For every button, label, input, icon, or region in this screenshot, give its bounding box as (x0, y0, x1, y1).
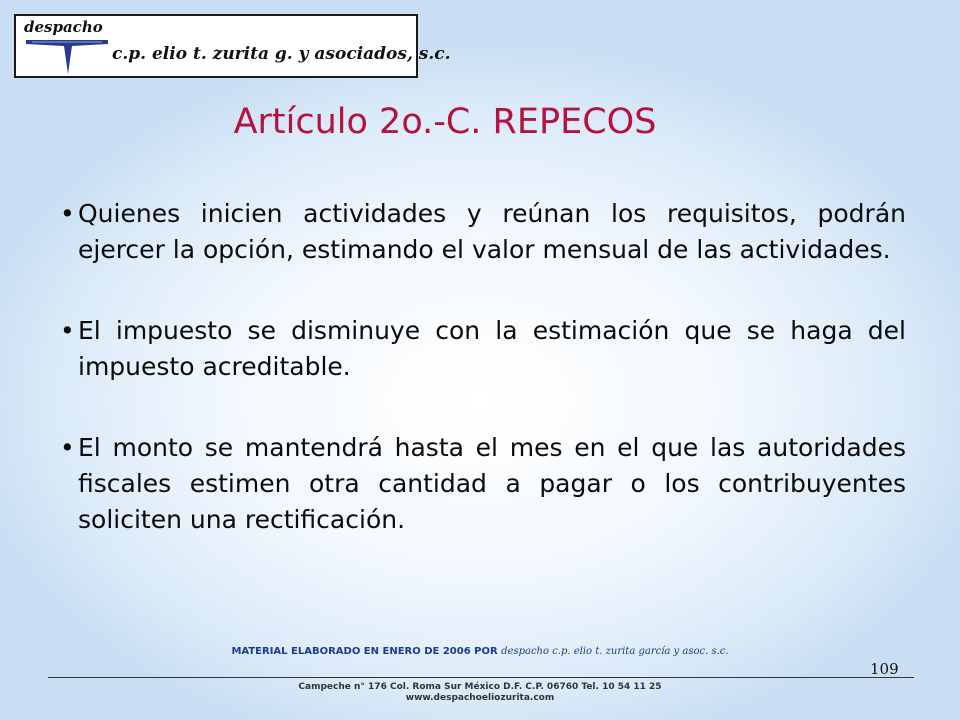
bullet-item (58, 313, 906, 385)
bullet-text: Quienes inicien actividades y reúnan los requisitos, podrán ejercer la opción, estimando el valor mensual de las actividades. (78, 199, 906, 264)
logo-word: despacho (24, 18, 103, 36)
page-number: 109 (870, 660, 899, 678)
bullet-text: El impuesto se disminuye con la estimación que se haga del impuesto acreditable. (78, 316, 906, 381)
bullet-dot: • (60, 199, 75, 228)
footer-material-firm: despacho c.p. elio t. zurita garcía y asoc. s.c. (501, 646, 729, 657)
bullet-list (58, 196, 906, 583)
footer-address-block (0, 682, 960, 704)
footer-address-line: Campeche n° 176 Col. Roma Sur México D.F. C.P. 06760 Tel. 10 54 11 25 (298, 682, 662, 692)
footer-divider (48, 677, 914, 678)
logo-firm-name: c.p. elio t. zurita g. y asociados, s.c. (112, 44, 451, 64)
footer-material-prefix: MATERIAL ELABORADO EN ENERO DE 2006 POR (231, 646, 502, 657)
bullet-dot: • (60, 433, 75, 462)
bullet-text: El monto se mantendrá hasta el mes en el que las autoridades fiscales estimen otra cantidad a pagar o los contribuyentes soliciten una rectificación. (78, 433, 906, 534)
bullet-dot: • (60, 316, 75, 345)
footer-website: www.despachoeliozurita.com (405, 693, 555, 703)
bullet-item (58, 196, 906, 268)
company-logo (14, 14, 451, 78)
footer-material-credit (0, 646, 960, 657)
bullet-item (58, 430, 906, 538)
slide-title: Artículo 2o.-C. REPECOS (233, 102, 657, 142)
